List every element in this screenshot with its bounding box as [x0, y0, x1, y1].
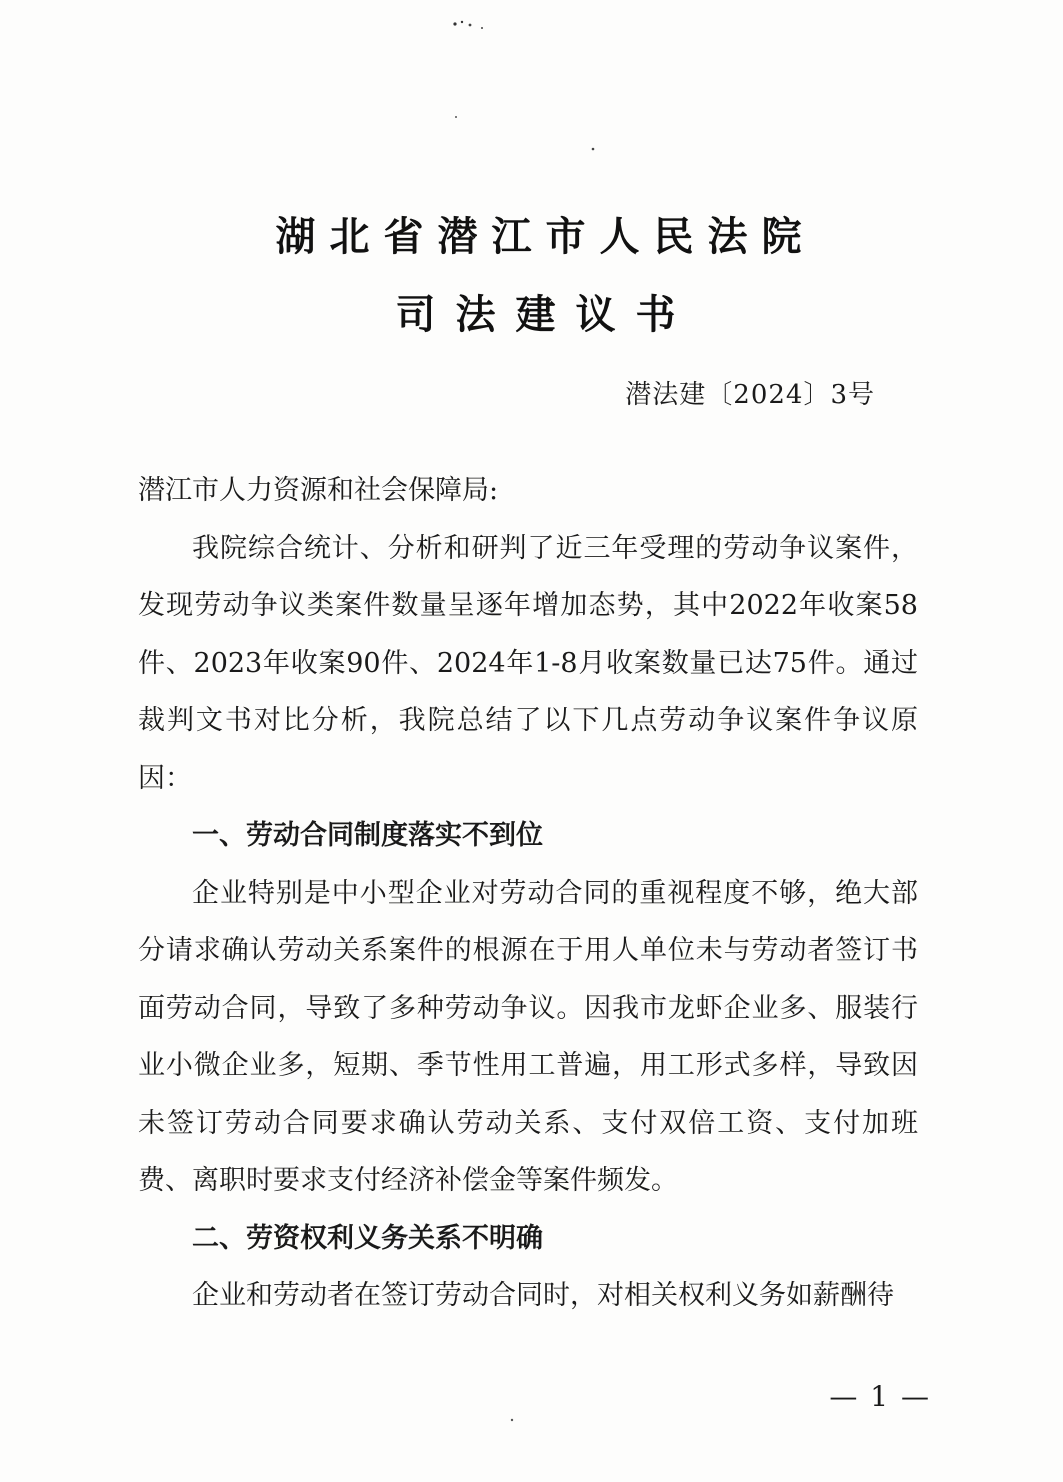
document-type-title: 司法建议书: [395, 292, 696, 338]
section-heading-2: 二、劳资权利义务关系不明确: [192, 1222, 543, 1254]
paragraph-section-2: 企业和劳动者在签订劳动合同时，对相关权利义务如薪酬待: [192, 1280, 894, 1311]
addressee: 潜江市人力资源和社会保障局:: [138, 475, 499, 506]
document-body: [138, 462, 918, 1325]
court-title: 湖北省潜江市人民法院: [275, 214, 816, 260]
paragraph-section-1: 企业特别是中小型企业对劳动合同的重视程度不够，绝大部分请求确认劳动关系案件的根源在于用人单位未与劳动者签订书面劳动合同，导致了多种劳动争议。因我市龙虾企业多、服装行业小微企业多，短期、季节性用工普遍，用工形式多样，导致因未签订劳动合同要求确认劳动关系、支付双倍工资、支付加班费、离职时要求支付经济补偿金等案件频发。: [138, 877, 918, 1196]
page-number: — 1 —: [829, 1380, 931, 1413]
paragraph-intro: 我院综合统计、分析和研判了近三年受理的劳动争议案件，发现劳动争议类案件数量呈逐年增加态势，其中2022年收案58件、2023年收案90件、2024年1-8月收案数量已达75件。通过裁判文书对比分析，我院总结了以下几点劳动争议案件争议原因：: [138, 532, 918, 794]
document-number: 潜法建〔2024〕3号: [625, 380, 875, 410]
section-heading-1: 一、劳动合同制度落实不到位: [192, 820, 543, 851]
